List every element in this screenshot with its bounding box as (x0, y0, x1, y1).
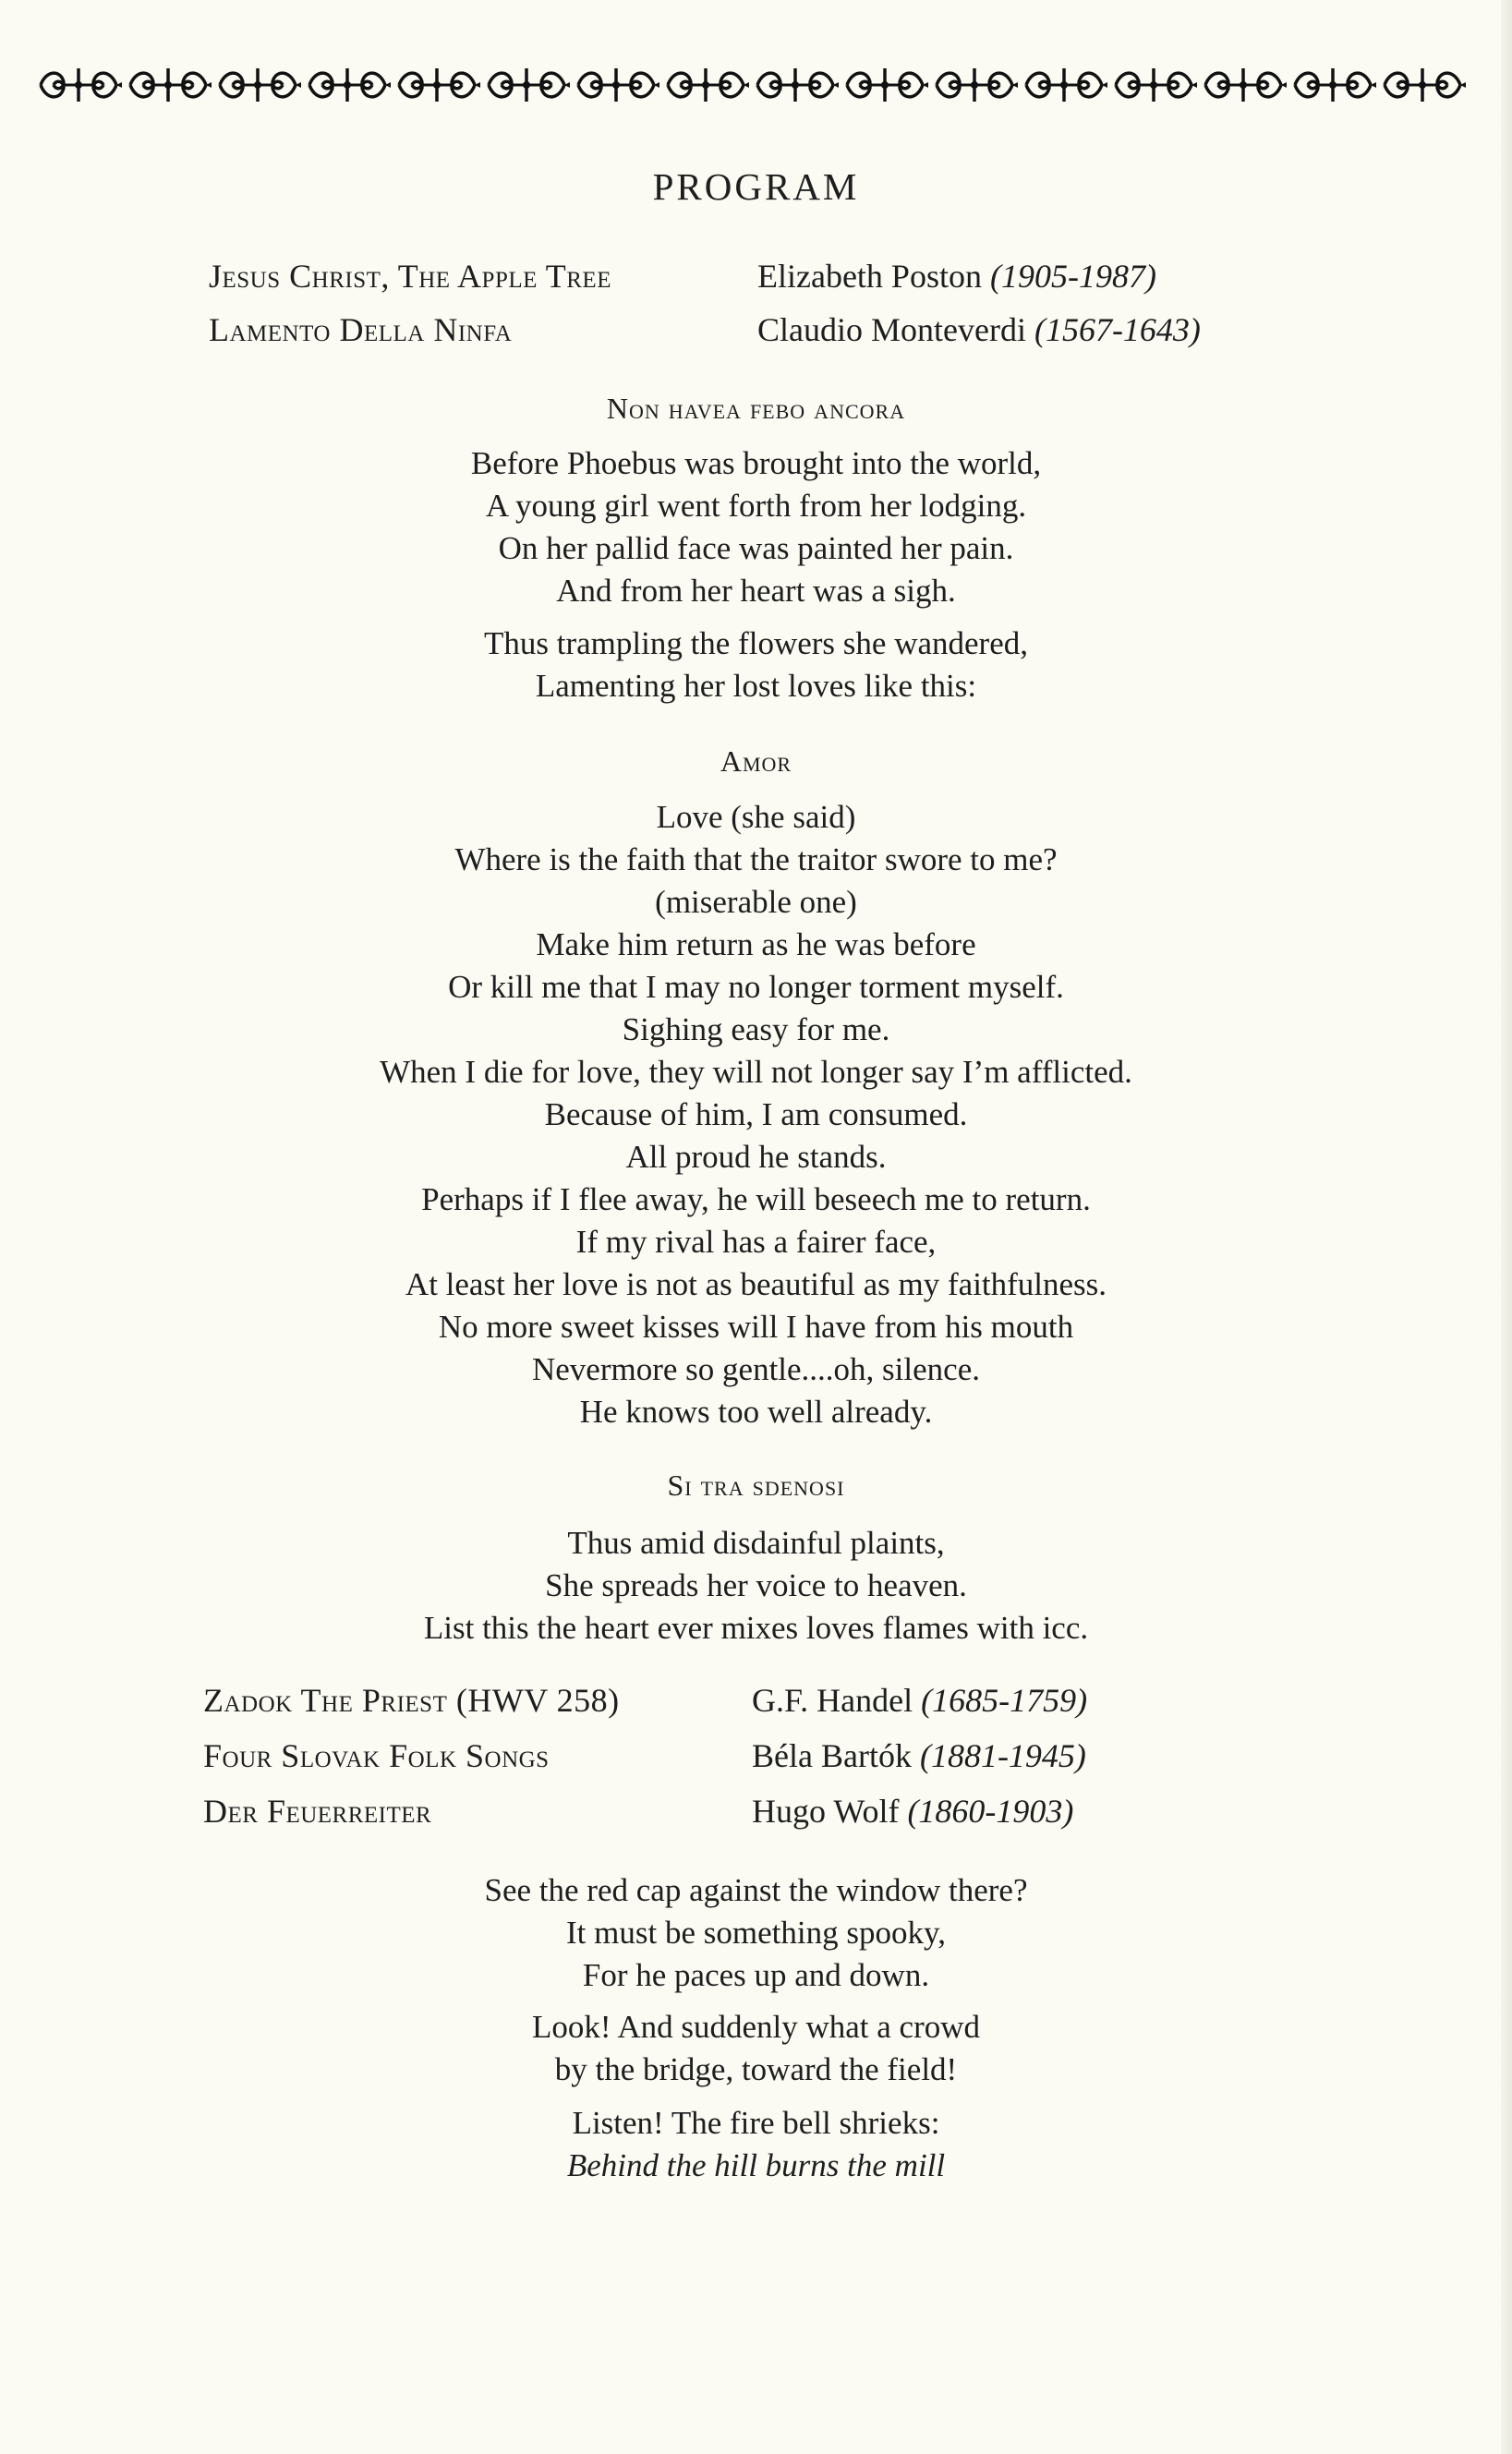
verse-stanza (0, 2102, 1512, 2187)
composer-dates: (1685-1759) (921, 1682, 1088, 1719)
verse-line: No more sweet kisses will I have from his mouth (438, 1309, 1074, 1345)
verse-stanza (0, 796, 1512, 1433)
verse-line: For he paces up and down. (582, 1957, 930, 1993)
program-item-composer (752, 1679, 1087, 1722)
verse-line: Because of him, I am consumed. (544, 1096, 968, 1132)
composer-dates: (1860-1903) (907, 1793, 1074, 1830)
composer-dates: (1567-1643) (1034, 311, 1201, 348)
verse-line: She spreads her voice to heaven. (545, 1567, 967, 1603)
verse-stanza (0, 2006, 1512, 2091)
verse-line: Or kill me that I may no longer torment myself. (448, 969, 1064, 1005)
program-item-composer (752, 1790, 1073, 1832)
program-item-title: Zadok The Priest (HWV 258) (203, 1682, 620, 1719)
composer-name: G.F. Handel (752, 1682, 913, 1719)
program-item-title: Der Feuerreiter (203, 1793, 432, 1830)
verse-stanza (0, 623, 1512, 707)
verse-line-italic: Behind the hill burns the mill (566, 2147, 946, 2183)
program-item-title: Lamento Della Ninfa (209, 311, 513, 348)
verse-line: Look! And suddenly what a crowd (531, 2009, 981, 2045)
program-item-title: Jesus Christ, The Apple Tree (209, 258, 611, 295)
verse-line: Where is the faith that the traitor swore to me? (454, 841, 1058, 877)
verse-line: Listen! The fire bell shrieks: (572, 2105, 940, 2141)
verse-line: List this the heart ever mixes loves flames with icc. (423, 1610, 1089, 1646)
program-item-composer (757, 255, 1156, 297)
verse-stanza (0, 1869, 1512, 1997)
verse-line: Perhaps if I flee away, he will beseech me to return. (421, 1181, 1091, 1217)
verse-line: See the red cap against the window there? (484, 1872, 1028, 1908)
verse-line: If my rival has a fairer face, (575, 1224, 937, 1260)
composer-name: Elizabeth Poston (757, 258, 982, 295)
verse-line: Make him return as he was before (536, 926, 976, 962)
composer-name: Claudio Monteverdi (757, 311, 1026, 348)
verse-line: He knows too well already. (579, 1394, 933, 1430)
section-heading: Amor (720, 744, 792, 778)
verse-stanza (0, 1522, 1512, 1650)
verse-line: Before Phoebus was brought into the world, (470, 445, 1042, 481)
section-heading: Si tra sdenosi (667, 1469, 845, 1502)
verse-line: Thus trampling the flowers she wandered, (483, 625, 1028, 661)
verse-line: On her pallid face was painted her pain. (498, 530, 1014, 566)
program-item-composer (752, 1735, 1086, 1777)
section-heading: Non havea febo ancora (606, 392, 906, 425)
verse-line: Thus amid disdainful plaints, (567, 1525, 945, 1561)
composer-name: Hugo Wolf (752, 1793, 900, 1830)
verse-line: Love (she said) (656, 799, 856, 835)
verse-line: Sighing easy for me. (622, 1011, 890, 1047)
program-item-title: Four Slovak Folk Songs (203, 1737, 550, 1774)
ornament-border (37, 57, 1478, 113)
verse-stanza (0, 442, 1512, 612)
page-title: PROGRAM (652, 165, 860, 208)
verse-line: by the bridge, toward the field! (554, 2051, 958, 2087)
verse-line: All proud he stands. (625, 1139, 887, 1175)
verse-line: Nevermore so gentle....oh, silence. (532, 1351, 980, 1387)
composer-name: Béla Bartók (752, 1737, 912, 1774)
composer-dates: (1881-1945) (919, 1737, 1086, 1774)
verse-line: (miserable one) (655, 884, 857, 920)
verse-line: Lamenting her lost loves like this: (535, 668, 977, 704)
verse-line: And from her heart was a sigh. (556, 573, 956, 609)
verse-line: At least her love is not as beautiful as my faithfulness. (405, 1266, 1107, 1302)
composer-dates: (1905-1987) (989, 258, 1156, 295)
verse-line: A young girl went forth from her lodging. (485, 488, 1027, 524)
verse-line: It must be something spooky, (566, 1915, 946, 1951)
program-item-composer (757, 308, 1201, 351)
verse-line: When I die for love, they will not longer say I’m afflicted. (380, 1054, 1132, 1090)
